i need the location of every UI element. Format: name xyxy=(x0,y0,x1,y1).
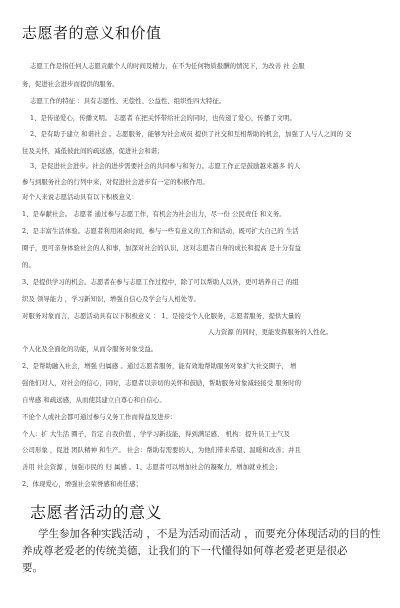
paragraph-line: 要。 xyxy=(22,562,43,574)
text-line: 圈子，更可亲身体验社会的人和事，加深对社会的认识，这对志愿者自身的成长和提高 是十分有益 xyxy=(22,244,302,252)
text-line: 3、是提供学习的机会。志愿者在参与志愿工作过程中，除了可以帮助人以外，更可培养自己 的组 xyxy=(22,278,299,286)
text-line: 志愿工作的特征 ：具有志愿性、无偿性、公益性、组织性四大特征。 xyxy=(30,97,226,105)
text-line: 2、体现爱心，增强社会荣誉感和责任感； xyxy=(22,480,143,488)
text-line: 2、是丰富生活体验。志愿者利用闲余时间，参与一些有意义的工作和活动，既可扩大自己的 生活 xyxy=(22,227,299,235)
text-line: 织及 领导能力 ，学习新知识，增强自信心及学会与人相处等。 xyxy=(22,295,201,303)
text-line: 公司形象 ，促进 团队精神 和生产。 社会：帮助有需要的人，为他们带来希望、温暖和改善；并且 xyxy=(22,446,301,454)
text-line: 参与到服务社会的行列中来，对促进社会进步有一定的积极作用。 xyxy=(22,178,209,186)
paragraph-line: 学生参加各种实践活动 ，不是为活动而活动 ，而要充分体现活动的目的性 xyxy=(38,528,381,540)
text-line: 3、是促进社会进步。社会的进步需要社会的共同参与和努力。志愿工作正是鼓励越来越多 的人 xyxy=(30,162,301,170)
text-line: 2、是帮助融入社会，增强 归属感 。通过志愿者服务，能有效地帮助服务对象扩大社交圈子， 增 xyxy=(22,362,297,370)
text-line: 自卑感 和疏远感，从而使其建立自尊心和自信心。 xyxy=(22,396,166,404)
text-line: 的。 xyxy=(22,261,35,269)
text-line: 对服务对象而言，志愿活动具有以下积极意义 ： 1、是接受个人化服务，志愿者服务，提供大量的 xyxy=(22,312,301,320)
text-line: 个人：扩 大生活 圈子，肯定 自我价值 ，学学习新技能，得到满足感， 机构：提升员工士气及 xyxy=(22,430,291,438)
text-line: 2、是有助于建立 和谐社会 。志愿服务，能够为社会成员 提供了社交和互相帮助的机会，加强了人与人之间的 交 xyxy=(30,130,352,138)
text-line: 对个人来说志愿活动具有以下积极意义： xyxy=(22,193,138,201)
section-heading: 志愿者活动的意义 xyxy=(30,503,163,522)
text-line: 往及关怀，减低彼此间的疏远感，促进社会和谐； xyxy=(22,147,164,155)
text-line: 务，促进社会进步而提供的服务。 xyxy=(22,80,119,88)
text-line: 1、是奉献社会。 志愿者 通过参与志愿工作，有机会为社会出力，尽一份 公民责任 和义务。 xyxy=(22,210,286,218)
text-line: 善用 社会资源 ，加强市民的 归 属感 。1、志愿者可以增加社会的凝聚力，增加就业机会； xyxy=(22,463,282,471)
text-line: 志愿工作是指任何人志愿贡献个人的时间及精力，在不为任何物质报酬的情况下，为改善 社 会服 xyxy=(30,62,305,70)
text-line: 不论个人或社会都可通过参与义务工作而得益及进步： xyxy=(22,413,177,421)
text-line: 1、是传递爱心，传播文明。 志愿者 在把关怀带给社会的同时，也传递了爱心，传播了文明。 xyxy=(30,114,296,122)
page-title: 志愿者的意义和价值 xyxy=(22,24,162,42)
text-line: 强他们对人，对社会的信心，同时，志愿者以亲切的关怀和鼓励，帮助服务对象减轻接受 服务时的 xyxy=(22,379,302,387)
paragraph-line: 养成尊老爱老的传统美德，让我们的下一代懂得如何尊老爱老更是很必 xyxy=(22,545,348,557)
text-line: 个人化及全面化的功能，从而令服务对象受益。 xyxy=(22,345,158,353)
text-line: 人力资源 的同时，更能发挥服务的人性化。 xyxy=(208,328,333,336)
